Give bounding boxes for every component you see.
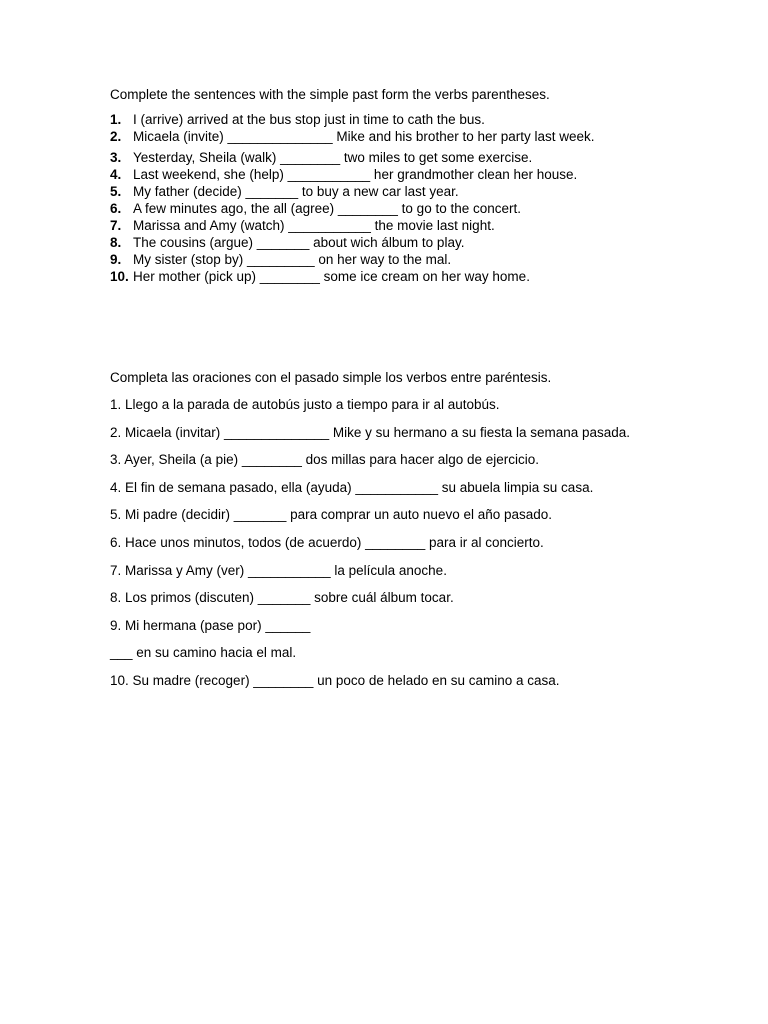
item-number: 2.: [110, 129, 122, 144]
item-text: My father (decide) _______ to buy a new car last year.: [133, 184, 459, 199]
item-text: Yesterday, Sheila (walk) ________ two miles to get some exercise.: [133, 150, 533, 165]
spanish-item: ___ en su camino hacia el mal.: [110, 645, 297, 661]
item-text: Last weekend, she (help) ___________ her grandmother clean her house.: [133, 167, 578, 182]
item-number: 3.: [110, 150, 122, 165]
spanish-item: 6. Hace unos minutos, todos (de acuerdo) ________ para ir al concierto.: [110, 534, 544, 550]
english-item: [110, 166, 658, 183]
item-number: 4.: [110, 167, 122, 182]
item-text: Her mother (pick up) ________ some ice cream on her way home.: [133, 269, 530, 284]
spanish-item: 3. Ayer, Sheila (a pie) ________ dos millas para hacer algo de ejercicio.: [110, 452, 540, 468]
item-number: 9.: [110, 252, 122, 267]
english-item: [110, 200, 658, 217]
spanish-item: 2. Micaela (invitar) ______________ Mike y su hermano a su fiesta la semana pasada.: [110, 424, 631, 440]
item-number: 8.: [110, 235, 122, 250]
item-number: 6.: [110, 201, 122, 216]
item-text: Micaela (invite) ______________ Mike and his brother to her party last week.: [133, 129, 595, 144]
item-number: 1.: [110, 112, 122, 127]
item-text: Marissa and Amy (watch) ___________ the movie last night.: [133, 218, 495, 233]
spanish-exercise-list: [110, 396, 658, 700]
spanish-item: 5. Mi padre (decidir) _______ para comprar un auto nuevo el año pasado.: [110, 507, 553, 523]
english-item: [110, 149, 658, 166]
spanish-item: 8. Los primos (discuten) _______ sobre cuál álbum tocar.: [110, 590, 454, 606]
spanish-item: 1. Llego a la parada de autobús justo a tiempo para ir al autobús.: [110, 397, 500, 412]
item-text: The cousins (argue) _______ about wich álbum to play.: [133, 235, 465, 250]
english-item: [110, 183, 658, 200]
english-item: [110, 251, 658, 268]
english-exercise-list: [110, 111, 658, 285]
spanish-item: 10. Su madre (recoger) ________ un poco de helado en su camino a casa.: [110, 672, 560, 688]
spanish-instructions: Completa las oraciones con el pasado simple los verbos entre paréntesis.: [110, 370, 552, 385]
english-item: [110, 268, 658, 285]
item-text: A few minutes ago, the all (agree) ________ to go to the concert.: [133, 201, 521, 216]
english-item: [110, 128, 658, 149]
english-instructions: Complete the sentences with the simple past form the verbs parentheses.: [110, 87, 550, 102]
item-text: I (arrive) arrived at the bus stop just in time to cath the bus.: [133, 112, 485, 127]
spanish-item: 4. El fin de semana pasado, ella (ayuda) ___________ su abuela limpia su casa.: [110, 479, 594, 495]
spanish-item: 7. Marissa y Amy (ver) ___________ la película anoche.: [110, 562, 447, 578]
item-number: 7.: [110, 218, 122, 233]
english-item: [110, 234, 658, 251]
item-number: 10.: [110, 269, 129, 284]
item-text: My sister (stop by) _________ on her way to the mal.: [133, 252, 452, 267]
item-number: 5.: [110, 184, 122, 199]
spanish-item: 9. Mi hermana (pase por) ______: [110, 617, 311, 633]
english-item: [110, 217, 658, 234]
